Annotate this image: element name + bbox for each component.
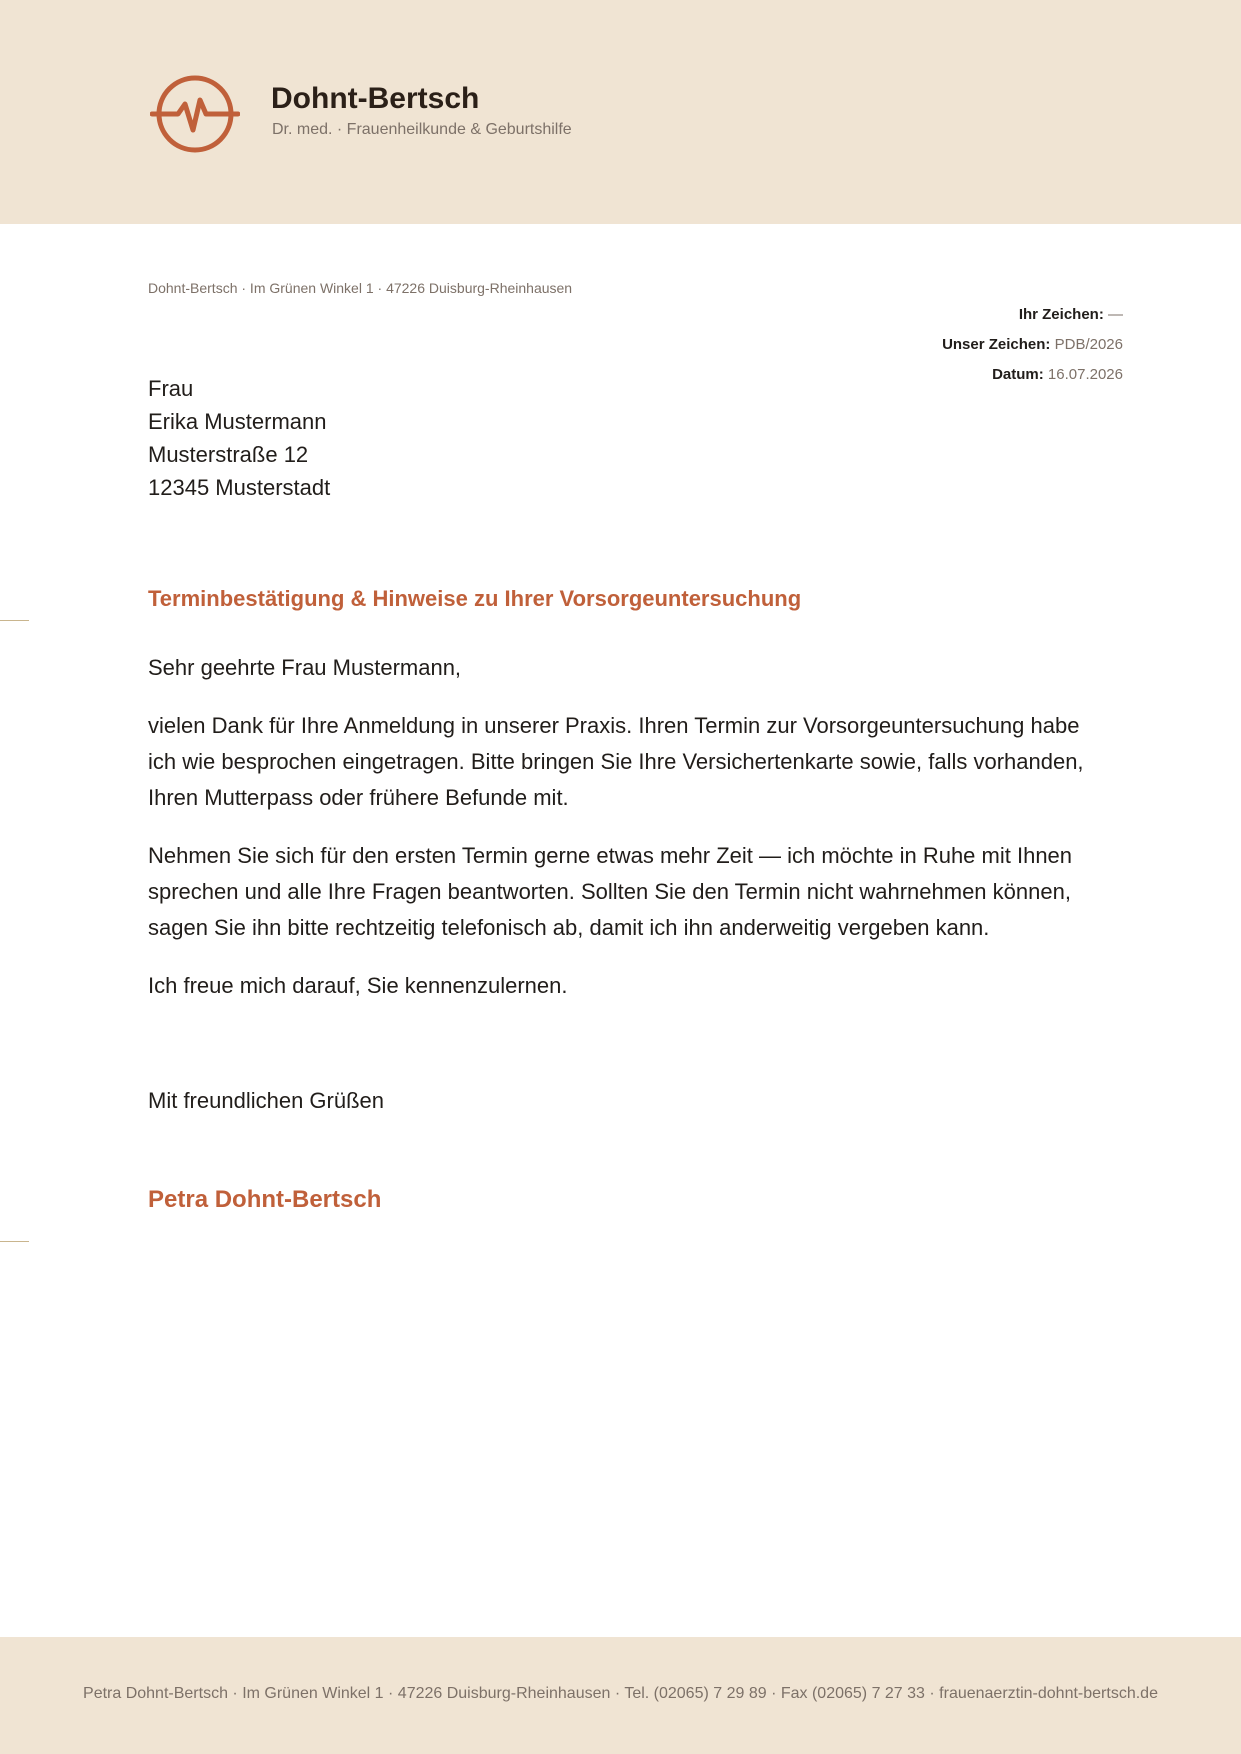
letter-paragraph: Ich freue mich darauf, Sie kennenzulernen. [148,973,568,998]
letter-paragraph: Nehmen Sie sich für den ersten Termin gerne etwas mehr Zeit — ich möchte in Ruhe mit Ihnen sprechen und alle Ihre Fragen beantworten. Sollten Sie den Termin nicht wahrnehmen können, sagen Sie ihn bitte rechtzeitig telefonisch ab, damit ich ihn anderweitig vergeben kann. [148,843,1073,940]
letter-footer [0,1637,1241,1754]
fold-mark [0,620,29,621]
recipient-name: Erika Mustermann [148,409,327,434]
ref-label: Datum: [992,366,1044,383]
heartbeat-circle-icon [150,74,240,154]
letterhead [0,0,1241,224]
ref-our-sign [942,330,1123,360]
reference-block [942,300,1123,390]
ref-value: — [1108,306,1123,323]
recipient-salutation: Frau [148,376,194,401]
ref-label: Ihr Zeichen: [1018,306,1104,323]
letter-closing: Mit freundlichen Grüßen [148,1088,384,1113]
ref-your-sign [942,300,1123,330]
recipient-street: Musterstraße 12 [148,442,309,467]
ref-value: PDB/2026 [1054,336,1123,353]
letter-signature: Petra Dohnt-Bertsch [148,1186,382,1213]
letter-greeting: Sehr geehrte Frau Mustermann, [148,655,462,680]
recipient-address [148,372,330,504]
letter-body [148,650,1108,1026]
fold-mark [0,1241,29,1242]
recipient-city: 12345 Musterstadt [148,475,331,500]
letter-subject: Terminbestätigung & Hinweise zu Ihrer Vorsorgeuntersuchung [148,586,802,611]
practice-name: Dohnt-Bertsch [271,82,480,115]
ref-date [942,360,1123,390]
practice-specialty: Dr. med. · Frauenheilkunde & Geburtshilfe [272,121,572,138]
ref-label: Unser Zeichen: [942,336,1051,353]
sender-return-address: Dohnt-Bertsch · Im Grünen Winkel 1 · 47226 Duisburg-Rheinhausen [148,280,573,296]
footer-contact-line: Petra Dohnt-Bertsch · Im Grünen Winkel 1 · 47226 Duisburg-Rheinhausen · Tel. (02065) 7 29 89 · Fax (02065) 7 27 33 · frauenaerztin-dohnt-bertsch.de [83,1685,1158,1702]
letter-paragraph: vielen Dank für Ihre Anmeldung in unserer Praxis. Ihren Termin zur Vorsorgeuntersuchung habe ich wie besprochen eingetragen. Bitte bringen Sie Ihre Versichertenkarte sowie, falls vorhanden, Ihren Mutterpass oder frühere Befunde mit. [148,713,1084,810]
ref-value: 16.07.2026 [1047,366,1123,383]
